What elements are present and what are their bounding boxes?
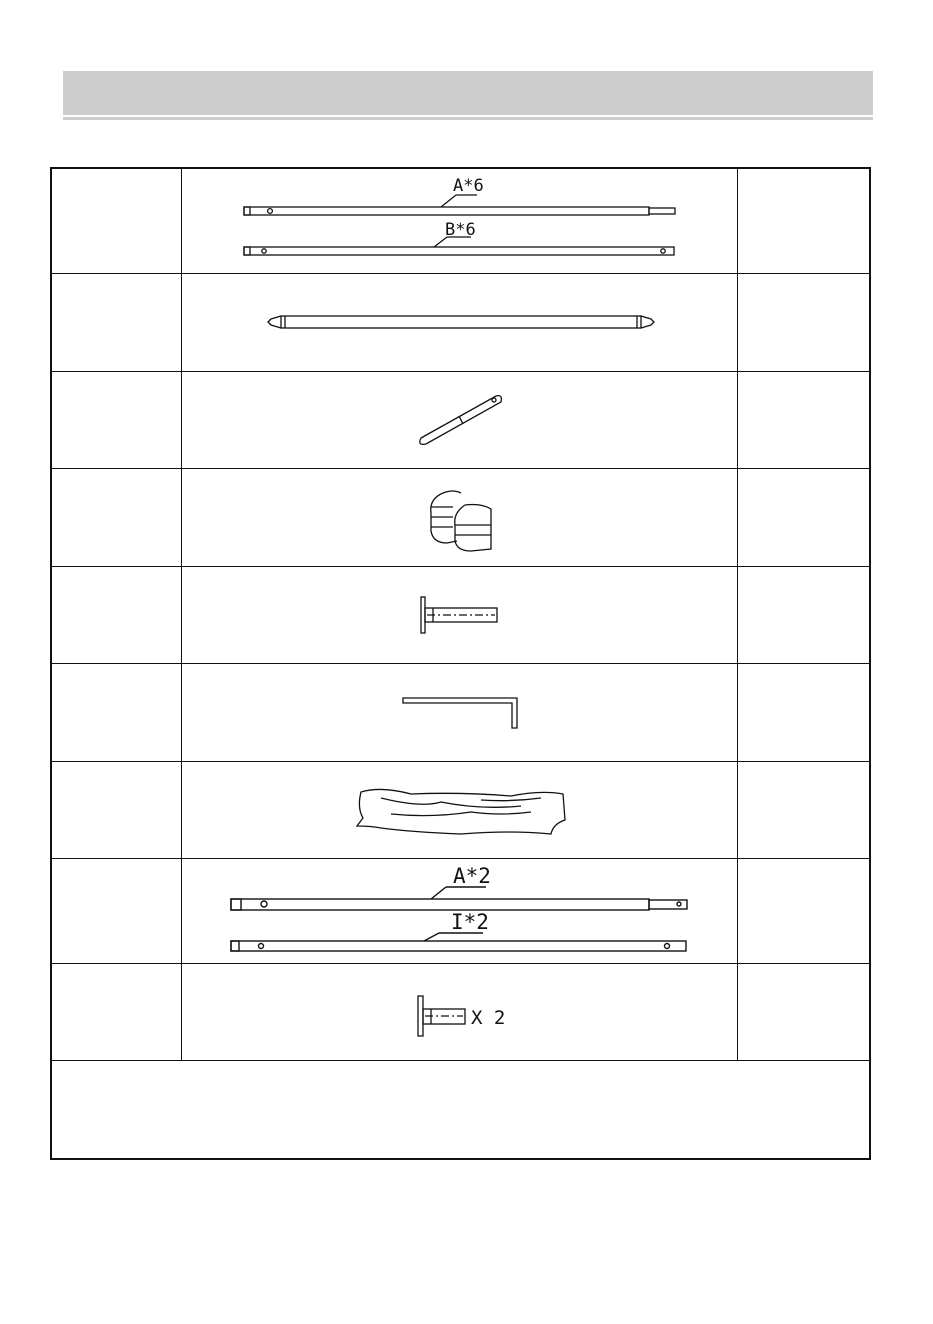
part-row: [52, 469, 869, 567]
part-qty: [737, 964, 872, 1060]
allen-key-icon: [181, 664, 737, 761]
part-picture: [181, 372, 737, 468]
header-bar: [63, 71, 873, 115]
part-picture: [181, 859, 737, 963]
part-label: X 2: [471, 1007, 506, 1029]
part-id: [52, 664, 182, 761]
part-id: [52, 762, 182, 858]
part-id: [52, 469, 182, 566]
part-picture: [181, 762, 737, 858]
note-row: [52, 1058, 869, 1158]
part-row: [52, 964, 869, 1061]
part-row: [52, 762, 869, 859]
part-picture: [181, 469, 737, 566]
part-row: [52, 664, 869, 762]
part-qty: [737, 469, 872, 566]
part-qty: [737, 567, 872, 663]
part-qty: [737, 274, 872, 371]
part-qty: [737, 859, 872, 963]
part-id: [52, 169, 182, 273]
part-picture: [181, 664, 737, 761]
part-row: [52, 372, 869, 469]
part-row: [52, 859, 869, 964]
tube-pair-icon: [181, 859, 737, 963]
part-row: [52, 274, 869, 372]
part-qty: [737, 372, 872, 468]
part-qty: [737, 664, 872, 761]
part-qty: [737, 762, 872, 858]
part-label: I*2: [451, 910, 489, 934]
connector-strip-icon: [181, 372, 737, 468]
part-id: [52, 567, 182, 663]
part-qty: [737, 169, 872, 273]
part-picture: [181, 169, 737, 273]
part-label: B*6: [445, 220, 476, 240]
part-id: [52, 372, 182, 468]
parts-table: [50, 167, 871, 1160]
part-row: [52, 567, 869, 664]
bolt-icon: [181, 964, 737, 1060]
fabric-cover-icon: [181, 762, 737, 858]
part-id: [52, 274, 182, 371]
part-label: A*2: [453, 864, 491, 888]
cross-bar-icon: [181, 274, 737, 371]
header-rule: [63, 117, 873, 120]
bolt-icon: [181, 567, 737, 663]
part-id: [52, 964, 182, 1060]
tube-pair-icon: [181, 169, 737, 273]
part-id: [52, 859, 182, 963]
part-row: [52, 169, 869, 274]
part-picture: [181, 274, 737, 371]
part-picture: [181, 567, 737, 663]
double-clip-icon: [181, 469, 737, 566]
part-label: A*6: [453, 176, 484, 196]
part-picture: [181, 964, 737, 1060]
